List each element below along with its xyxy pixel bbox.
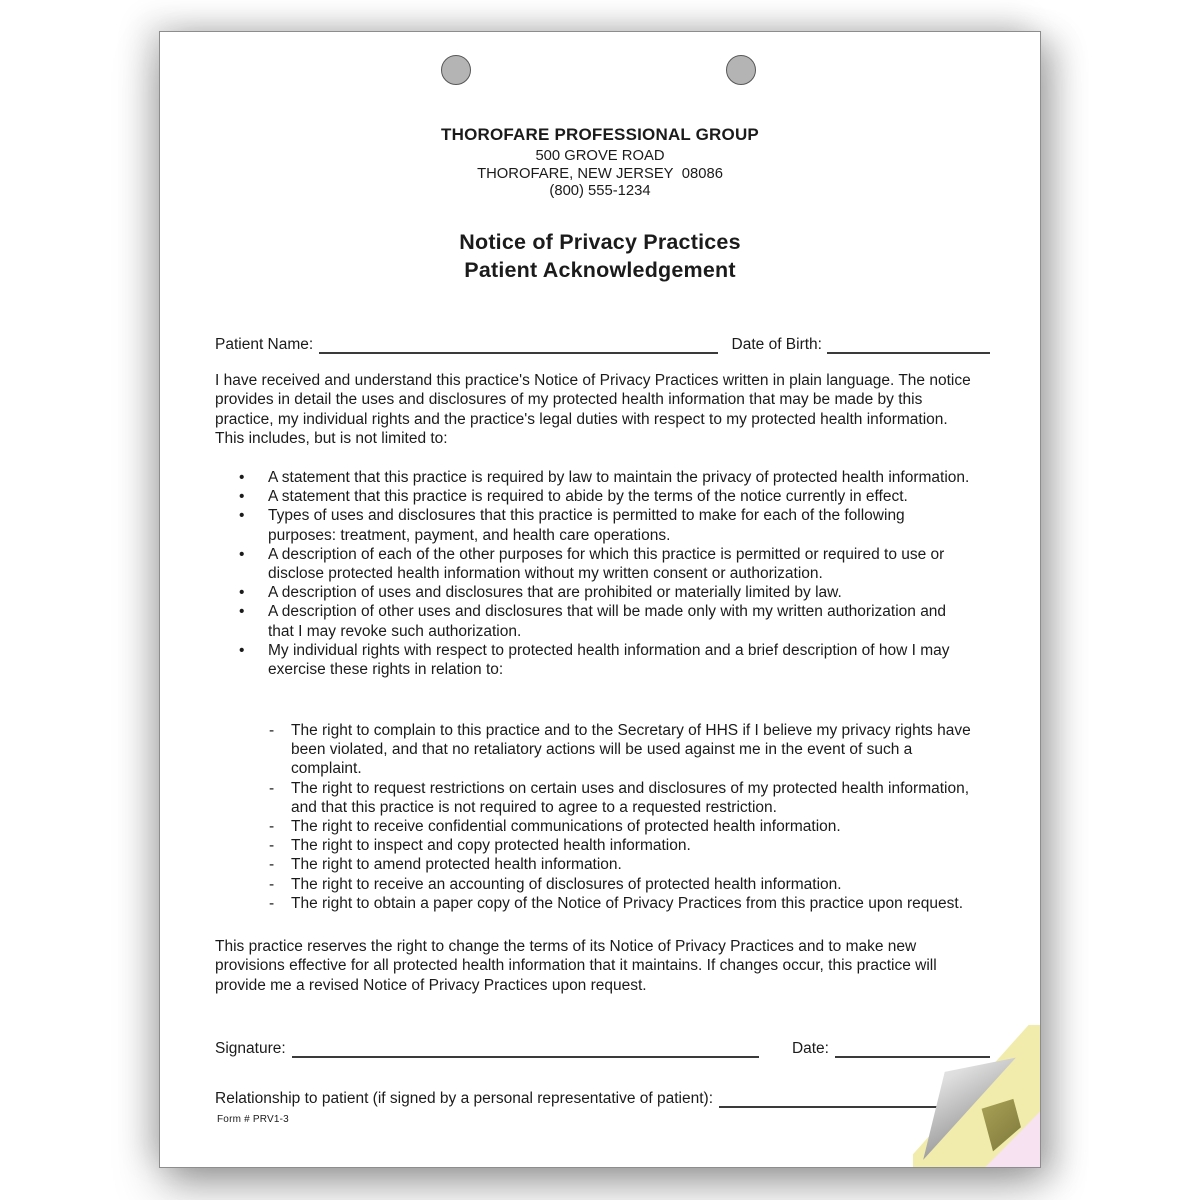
sub-bullet-text: The right to request restrictions on certain uses and disclosures of my protected health information, and that this practice is not required to agree to a requested restriction. <box>291 779 970 816</box>
bullet-item <box>215 545 988 583</box>
sub-bullet-item <box>215 836 988 855</box>
hole-punch-left <box>441 55 471 85</box>
dash-icon: - <box>269 875 275 893</box>
patient-info-row <box>215 335 990 354</box>
form-title-line2: Patient Acknowledgement <box>464 257 736 282</box>
sub-bullet-item <box>215 875 988 894</box>
form-number: Form # PRV1-3 <box>217 1114 289 1125</box>
bullet-item <box>215 583 988 602</box>
sub-bullet-text: The right to amend protected health information. <box>291 856 622 874</box>
bullet-item <box>215 602 988 640</box>
dob-label: Date of Birth: <box>731 336 822 353</box>
intro-paragraph: I have received and understand this practice's Notice of Privacy Practices written in plain language. The notice provides in detail the uses and disclosures of my protected health information that may be made by this practice, my individual rights and the practice's legal duties with respect to my protected health information. This includes, but is not limited to: <box>215 372 971 448</box>
bullet-text: A description of other uses and disclosures that will be made only with my written authorization and that I may revoke such authorization. <box>268 603 947 640</box>
bullet-icon: • <box>239 603 245 621</box>
bullet-icon: • <box>239 507 245 525</box>
practice-header <box>160 125 1040 201</box>
dob-field[interactable] <box>827 337 990 354</box>
hole-punch-right <box>726 55 756 85</box>
bullet-item <box>215 487 988 506</box>
date-label: Date: <box>791 1040 829 1057</box>
bullet-icon: • <box>239 584 245 602</box>
dash-icon: - <box>269 856 275 874</box>
dash-icon: - <box>269 779 275 797</box>
bullet-icon: • <box>239 641 245 659</box>
patient-name-label: Patient Name: <box>215 336 314 353</box>
relationship-label: Relationship to patient (if signed by a personal representative of patient): <box>215 1090 714 1107</box>
dash-icon: - <box>269 837 275 855</box>
form-title <box>160 229 1040 284</box>
bullet-text: A statement that this practice is required by law to maintain the privacy of protected health information. <box>268 469 970 486</box>
sub-bullet-item <box>215 855 988 874</box>
sub-bullet-item <box>215 894 988 913</box>
closing-paragraph: This practice reserves the right to change the terms of its Notice of Privacy Practices and to make new provisions effective for all protected health information that it maintains. If changes occur, this practice will provide me a revised Notice of Privacy Practices upon request. <box>215 938 937 994</box>
bullet-text: A description of each of the other purposes for which this practice is permitted or required to use or disclose protected health information without my written consent or authorization. <box>268 545 945 583</box>
page-curl <box>913 1025 1040 1167</box>
patient-name-field[interactable] <box>319 337 717 354</box>
signature-row <box>215 1039 990 1058</box>
bullet-icon: • <box>239 488 245 506</box>
bullet-icon: • <box>239 545 245 563</box>
signature-field[interactable] <box>292 1041 759 1058</box>
acknowledgement-list <box>215 468 988 679</box>
sub-bullet-text: The right to inspect and copy protected health information. <box>291 837 691 855</box>
sub-bullet-text: The right to complain to this practice and to the Secretary of HHS if I believe my privacy rights have been violated, and that no retaliatory actions will be used against me in the event of such a complaint. <box>291 722 971 778</box>
sub-bullet-text: The right to receive confidential communications of protected health information. <box>291 818 841 836</box>
dash-icon: - <box>269 818 275 836</box>
bullet-text: My individual rights with respect to protected health information and a brief description of how I may exercise these rights in relation to: <box>268 641 950 679</box>
bullet-item <box>215 506 988 544</box>
sub-bullet-text: The right to obtain a paper copy of the Notice of Privacy Practices from this practice upon request. <box>291 894 964 912</box>
form-sheet <box>159 31 1041 1168</box>
rights-list <box>215 721 988 913</box>
bullet-text: Types of uses and disclosures that this practice is permitted to make for each of the following purposes: treatment, payment, and health care operations. <box>268 507 905 544</box>
sub-bullet-item <box>215 779 988 817</box>
sub-bullet-text: The right to receive an accounting of disclosures of protected health information. <box>291 875 842 893</box>
bullet-icon: • <box>239 469 245 486</box>
sub-bullet-item <box>215 721 988 779</box>
practice-address-line1: 500 GROVE ROAD <box>535 148 665 164</box>
sub-bullet-item <box>215 817 988 836</box>
bullet-text: A description of uses and disclosures that are prohibited or materially limited by law. <box>268 584 842 602</box>
relationship-row <box>215 1089 990 1108</box>
dash-icon: - <box>269 894 275 912</box>
practice-name: THOROFARE PROFESSIONAL GROUP <box>441 125 759 144</box>
practice-phone: (800) 555-1234 <box>549 183 651 200</box>
bullet-text: A statement that this practice is required to abide by the terms of the notice currently in effect. <box>268 488 908 506</box>
practice-address-line2: THOROFARE, NEW JERSEY 08086 <box>477 165 723 182</box>
signature-label: Signature: <box>215 1040 286 1057</box>
dash-icon: - <box>269 722 275 739</box>
bullet-item <box>215 641 988 679</box>
bullet-item <box>215 468 988 487</box>
form-title-line1: Notice of Privacy Practices <box>459 230 741 254</box>
